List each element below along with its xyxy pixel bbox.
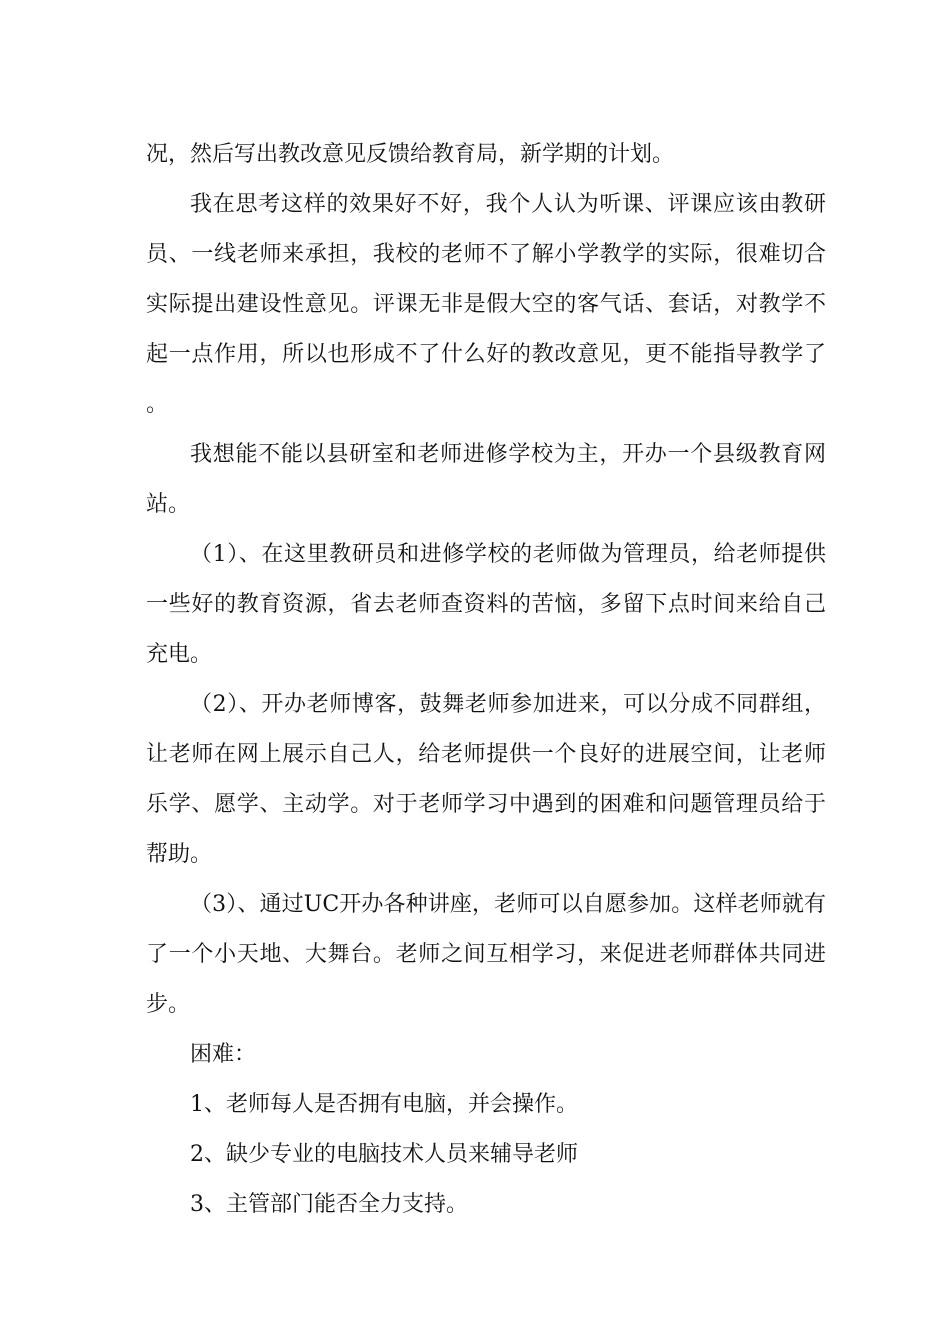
paragraph-continuation: 况，然后写出教改意见反馈给教育局，新学期的计划。 [146, 142, 675, 167]
document-body [146, 130, 826, 1230]
difficulty-item-1: 1、老师每人是否拥有电脑，并会操作。 [190, 1092, 578, 1117]
paragraph-reflection: 我在思考这样的效果好不好，我个人认为听课、评课应该由教研员、一线老师来承担，我校的老师不了解小学教学的实际，很难切合实际提出建设性意见。评课无非是假大空的客气话、套话，对教学不起一点作用，所以也形成不了什么好的教改意见，更不能指导教学了。 [146, 192, 826, 417]
paragraph-item-3: （3）、通过UC开办各种讲座，老师可以自愿参加。这样老师就有了一个小天地、大舞台。老师之间互相学习，来促进老师群体共同进步。 [146, 892, 826, 1017]
paragraph-item-2: （2）、开办老师博客，鼓舞老师参加进来，可以分成不同群组，让老师在网上展示自己人，给老师提供一个良好的进展空间，让老师乐学、愿学、主动学。对于老师学习中遇到的困难和问题管理员给于帮助。 [146, 692, 826, 867]
difficulty-item-2: 2、缺少专业的电脑技术人员来辅导老师 [190, 1142, 578, 1167]
paragraph-item-1: （1）、在这里教研员和进修学校的老师做为管理员，给老师提供一些好的教育资源，省去老师查资料的苦恼，多留下点时间来给自己充电。 [146, 542, 826, 667]
paragraph-difficulties-heading: 困难： [190, 1042, 257, 1067]
paragraph-proposal: 我想能不能以县研室和老师进修学校为主，开办一个县级教育网站。 [146, 442, 826, 517]
difficulty-item-3: 3、主管部门能否全力支持。 [190, 1192, 468, 1217]
